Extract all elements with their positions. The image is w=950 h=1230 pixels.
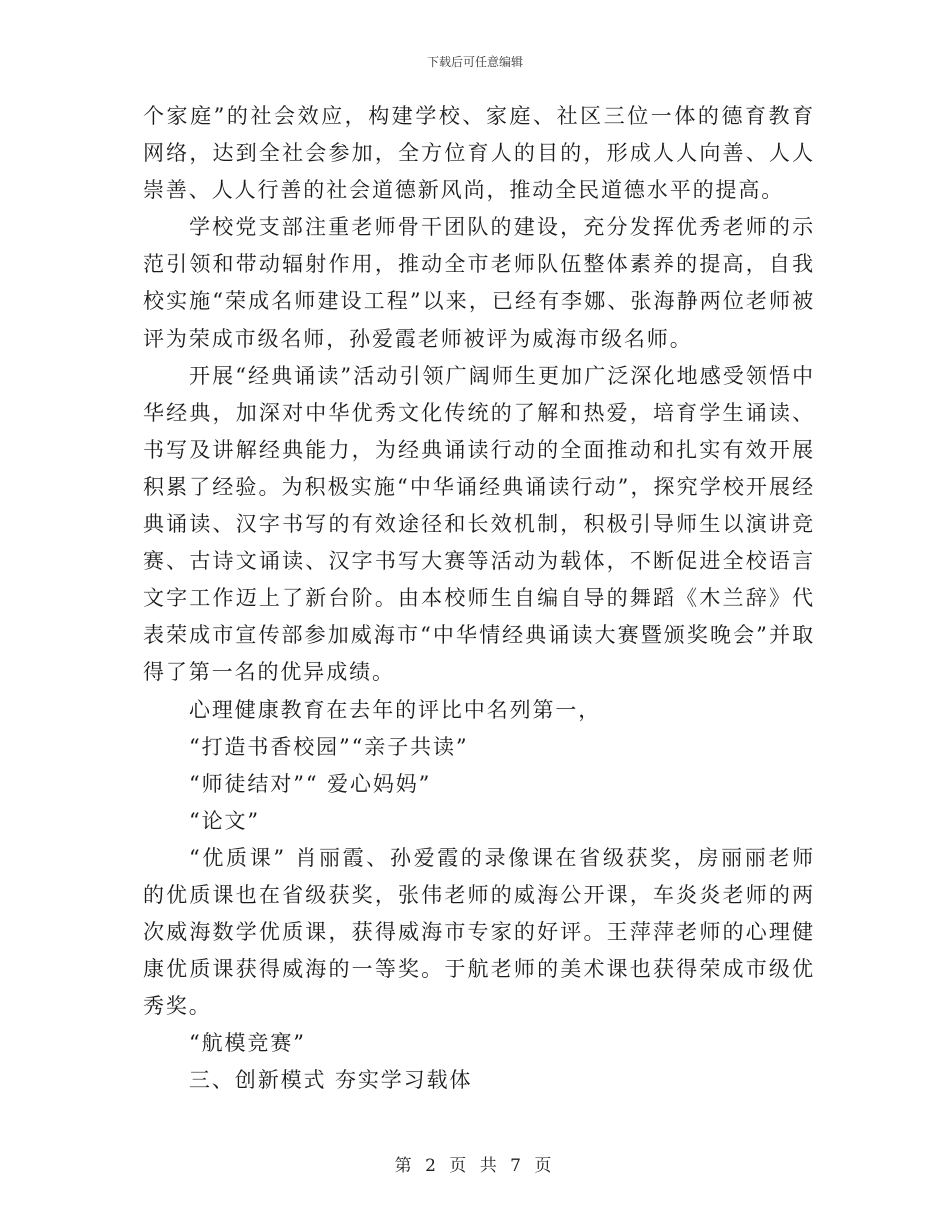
paragraph-mental-health: 心理健康教育在去年的评比中名列第一， (189, 697, 602, 722)
paragraph-papers: “论文” (189, 808, 261, 833)
paragraph-book-campus: “打造书香校园”“亲子共读” (189, 734, 469, 759)
paragraph-quality-lessons: “优质课” 肖丽霞、孙爱霞的录像课在省级获奖，房丽丽老师的优质课也在省级获奖，张伟老师的威海公开课，车炎炎老师的两次威海数学优质课，获得威海市专家的好评。王萍萍老师的心理健康优质课获得威海的一等奖。于航老师的美术课也获得荣成市级优秀奖。 (143, 845, 815, 1019)
page-number: 第 2 页 共 7 页 (394, 1156, 556, 1176)
paragraph-mentoring: “师徒结对”“ 爱心妈妈” (189, 771, 432, 796)
paragraph-classic-reading: 开展“经典诵读”活动引领广阔师生更加广泛深化地感受领悟中华经典，加深对中华优秀文化传统的了解和热爱，培育学生诵读、书写及讲解经典能力，为经典诵读行动的全面推动和扎实有效开展积累了经验。为积极实施“中华诵经典诵读行动”，探究学校开展经典诵读、汉字书写的有效途径和长效机制，积极引导师生以演讲竞赛、古诗文诵读、汉字书写大赛等活动为载体，不断促进全校语言文字工作迈上了新台阶。由本校师生自编自导的舞蹈《木兰辞》代表荣成市宣传部参加威海市“中华情经典诵读大赛暨颁奖晚会”并取得了第一名的优异成绩。 (143, 363, 815, 685)
section-heading-innovation: 三、创新模式 夯实学习载体 (189, 1068, 473, 1093)
paragraph-family-effect: 个家庭”的社会效应，构建学校、家庭、社区三位一体的德育教育网络，达到全社会参加，全方位育人的目的，形成人人向善、人人崇善、人人行善的社会道德新风尚，推动全民道德水平的提高。 (143, 104, 815, 203)
page-header: 下载后可任意编辑 (426, 55, 523, 69)
document-body (143, 98, 815, 1100)
paragraph-model-aircraft: “航模竞赛” (189, 1031, 306, 1056)
paragraph-teacher-team: 学校党支部注重老师骨干团队的建设，充分发挥优秀老师的示范引领和带动辐射作用，推动全市老师队伍整体素养的提高，自我校实施“荣成名师建设工程”以来，已经有李娜、张海静两位老师被评为荣成市级名师，孙爱霞老师被评为威海市级名师。 (143, 215, 815, 351)
